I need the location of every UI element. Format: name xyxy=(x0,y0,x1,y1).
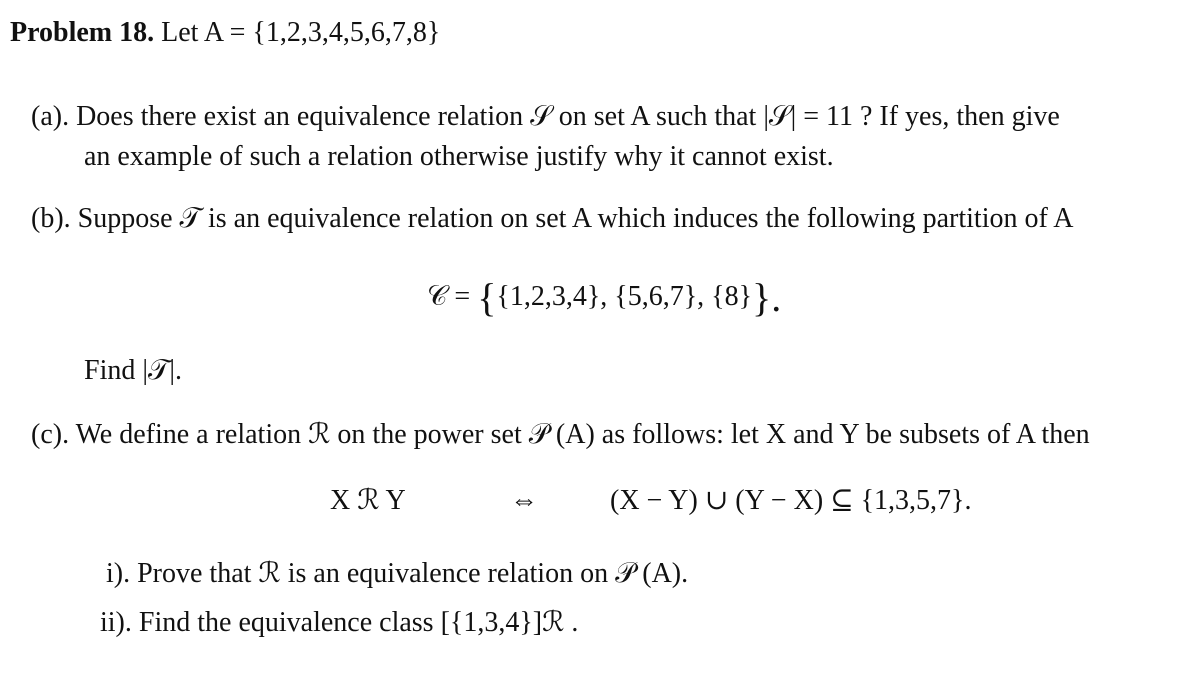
part-c-label: (c). xyxy=(31,419,70,450)
problem-statement: Let A = {1,2,3,4,5,6,7,8} xyxy=(161,17,441,48)
part-b-text-1: Suppose 𝒯 is an equivalence relation on set A which induces the following partition of A xyxy=(77,203,1074,234)
part-b-find: Find |𝒯|. xyxy=(84,355,183,386)
part-c-line-1 xyxy=(31,420,1090,451)
part-c-formula-iff: ⇔ xyxy=(510,485,538,516)
part-c-subpart-i: i). Prove that ℛ is an equivalence relation on 𝒫 (A). xyxy=(106,558,689,589)
part-b-formula-close-brace: }. xyxy=(752,275,782,320)
part-c-formula xyxy=(330,486,971,517)
part-a-text-1: Does there exist an equivalence relation 𝒮 on set A such that |𝒮| = 11 ? If yes, then give xyxy=(76,101,1060,132)
part-b-label: (b). xyxy=(31,203,71,234)
part-c-formula-lhs: X ℛ Y xyxy=(330,485,406,516)
problem-title xyxy=(10,18,440,49)
part-a-line-1 xyxy=(31,102,1060,133)
part-a-label: (a). xyxy=(31,101,70,132)
problem-number: Problem 18. xyxy=(10,17,155,48)
part-b-line-1 xyxy=(31,204,1073,235)
part-b-formula-open-brace: { xyxy=(477,275,497,320)
part-b-formula-lhs: 𝒞 = xyxy=(427,281,471,312)
part-b-formula-body: {1,2,3,4}, {5,6,7}, {8} xyxy=(496,281,753,312)
part-c-formula-rhs: (X − Y) ∪ (Y − X) ⊆ {1,3,5,7}. xyxy=(610,485,972,516)
part-a-line-2: an example of such a relation otherwise justify why it cannot exist. xyxy=(84,141,834,172)
part-c-text-1: We define a relation ℛ on the power set 𝒫 (A) as follows: let X and Y be subsets of A then xyxy=(75,419,1090,450)
part-b-formula xyxy=(427,276,781,320)
part-c-subpart-ii: ii). Find the equivalence class [{1,3,4}]ℛ . xyxy=(100,607,579,638)
